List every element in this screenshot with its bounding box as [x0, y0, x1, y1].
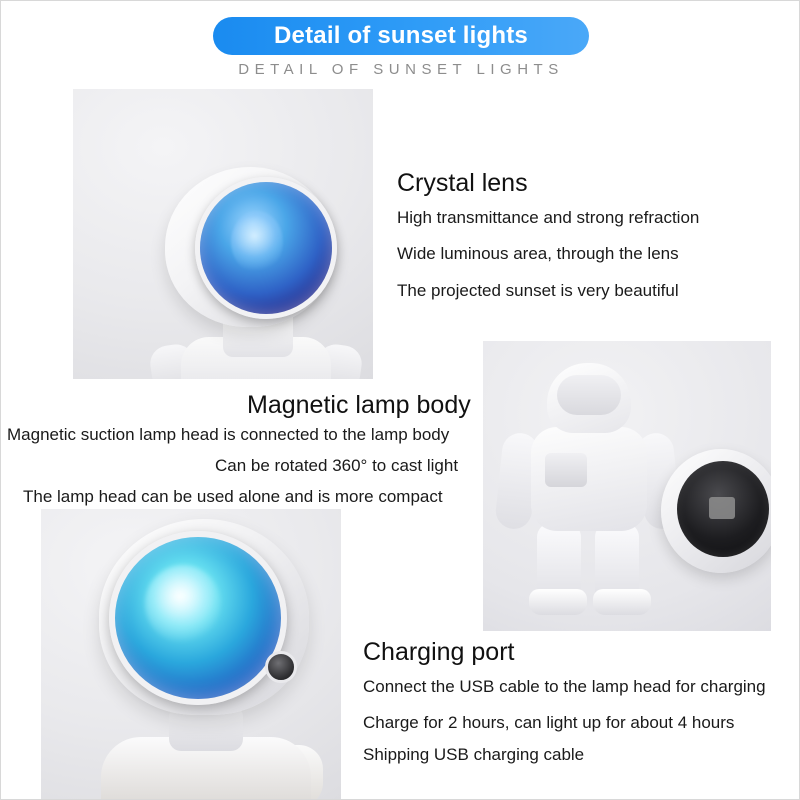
section-heading-magnetic-lamp-body: Magnetic lamp body [247, 391, 471, 419]
charging-port [265, 651, 297, 683]
section-line-charging-3: Shipping USB charging cable [363, 745, 585, 764]
lens-glow [145, 565, 221, 643]
section-line-crystal-lens-3: The projected sunset is very beautiful [397, 281, 679, 300]
section-heading-charging-port: Charging port [363, 638, 515, 666]
section-line-charging-1: Connect the USB cable to the lamp head for charging [363, 677, 766, 696]
astronaut-body-and-detached-head-photo [483, 341, 771, 631]
section-line-magnetic-2: Can be rotated 360° to cast light [215, 456, 459, 475]
section-heading-crystal-lens: Crystal lens [397, 169, 528, 197]
page-title: Detail of sunset lights [274, 22, 528, 49]
section-line-magnetic-3: The lamp head can be used alone and is more compact [23, 487, 443, 506]
section-line-charging-2: Charge for 2 hours, can light up for about 4 hours [363, 713, 735, 732]
lens-glow [231, 211, 283, 273]
lamp-head-front-photo [73, 89, 373, 379]
astronaut-boot-left [529, 589, 587, 615]
internal-module [709, 497, 735, 519]
astronaut-chest-panel [545, 453, 587, 487]
lamp-head-closeup-photo [41, 509, 341, 799]
section-line-magnetic-1: Magnetic suction lamp head is connected to the lamp body [7, 425, 450, 444]
page-title-pill [213, 17, 589, 55]
page-subtitle: DETAIL OF SUNSET LIGHTS [238, 61, 564, 78]
section-line-crystal-lens-1: High transmittance and strong refraction [397, 208, 700, 227]
section-line-crystal-lens-2: Wide luminous area, through the lens [397, 244, 679, 263]
astronaut-visor [557, 375, 621, 415]
astronaut-boot-right [593, 589, 651, 615]
